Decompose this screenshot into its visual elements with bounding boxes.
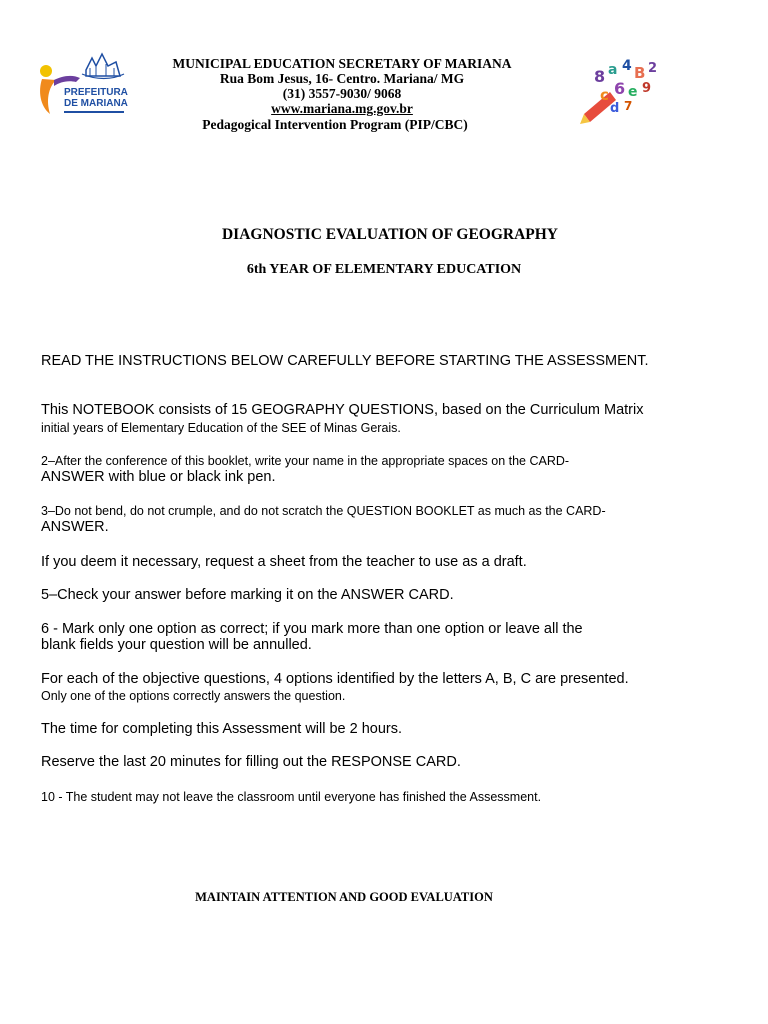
closing-message: MAINTAIN ATTENTION AND GOOD EVALUATION (195, 890, 493, 904)
svg-text:B: B (634, 64, 646, 82)
svg-text:e: e (628, 84, 638, 100)
svg-text:d: d (610, 101, 620, 116)
svg-text:c: c (600, 86, 609, 104)
svg-text:8: 8 (594, 67, 606, 86)
logo-text-line1: PREFEITURA (64, 87, 128, 98)
instruction-5: 5–Check your answer before marking it on the ANSWER CARD. (41, 587, 454, 603)
alphabet-numbers-icon (580, 52, 672, 128)
alphabet-numbers-logo (580, 52, 672, 128)
instruction-7-line1: For each of the objective questions, 4 options identified by the letters A, B, C are presented. (41, 671, 629, 687)
instruction-10: 10 - The student may not leave the classroom until everyone has finished the Assessment. (41, 790, 542, 804)
instruction-9: Reserve the last 20 minutes for filling out the RESPONSE CARD. (41, 754, 461, 770)
instruction-2-line1: 2–After the conference of this booklet, write your name in the appropriate spaces on the CARD- (41, 454, 570, 468)
instruction-6-line1: 6 - Mark only one option as correct; if you mark more than one option or leave all the (41, 621, 583, 637)
document-subtitle: 6th YEAR OF ELEMENTARY EDUCATION (246, 262, 522, 277)
prefeitura-logo (36, 46, 128, 126)
document-title: DIAGNOSTIC EVALUATION OF GEOGRAPHY (221, 226, 559, 243)
instruction-6-line2: blank fields your question will be annulled. (41, 637, 312, 653)
header-phone: (31) 3557-9030/ 9068 (282, 86, 402, 101)
prefeitura-emblem-icon (36, 46, 128, 126)
header-program: Pedagogical Intervention Program (PIP/CBC) (202, 117, 468, 132)
instruction-4: If you deem it necessary, request a sheet from the teacher to use as a draft. (41, 554, 527, 570)
header-website (140, 101, 544, 117)
svg-text:6: 6 (614, 79, 626, 98)
header-secretary: MUNICIPAL EDUCATION SECRETARY OF MARIANA (172, 56, 512, 71)
svg-text:a: a (608, 62, 618, 78)
svg-text:2: 2 (648, 61, 658, 76)
instruction-3-line2: ANSWER. (41, 519, 109, 535)
logo-text-line2: DE MARIANA (64, 98, 128, 109)
instruction-1-line1: This NOTEBOOK consists of 15 GEOGRAPHY QUESTIONS, based on the Curriculum Matrix (41, 402, 644, 418)
instruction-7-line2: Only one of the options correctly answers the question. (41, 689, 346, 703)
instruction-1-line2: initial years of Elementary Education of the SEE of Minas Gerais. (41, 421, 401, 435)
svg-text:4: 4 (622, 58, 632, 74)
svg-text:7: 7 (624, 99, 633, 113)
instruction-8: The time for completing this Assessment will be 2 hours. (41, 721, 403, 737)
instruction-3-line1: 3–Do not bend, do not crumple, and do not scratch the QUESTION BOOKLET as much as the CARD- (41, 504, 606, 518)
instruction-2-line2: ANSWER with blue or black ink pen. (41, 469, 276, 485)
header-address: Rua Bom Jesus, 16- Centro. Mariana/ MG (219, 71, 465, 86)
instructions-intro: READ THE INSTRUCTIONS BELOW CAREFULLY BEFORE STARTING THE ASSESSMENT. (41, 353, 649, 369)
website-link[interactable]: www.mariana.mg.gov.br (271, 101, 413, 116)
svg-text:9: 9 (642, 81, 652, 96)
logo-underline (64, 111, 124, 113)
